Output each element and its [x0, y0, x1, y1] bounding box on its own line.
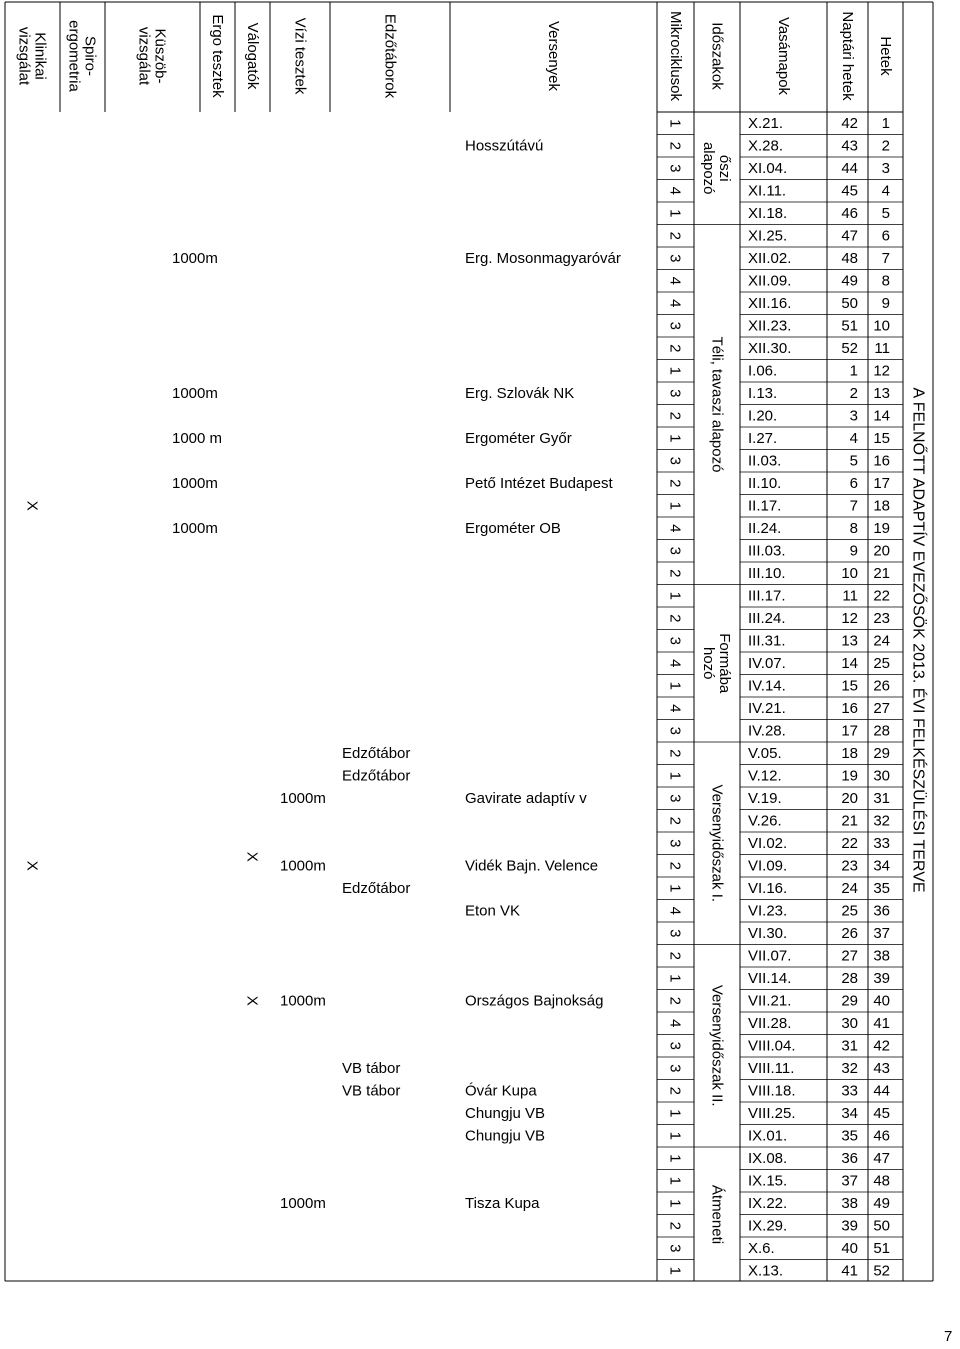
sunday-date: I.06.: [748, 362, 778, 380]
sunday-date: XII.16.: [748, 294, 792, 312]
week-number: 20: [873, 542, 890, 560]
microcycle: 1: [666, 209, 684, 218]
calendar-week: 16: [841, 699, 858, 717]
microcycle: 3: [666, 389, 684, 398]
calendar-week: 5: [849, 452, 858, 470]
calendar-week: 43: [841, 137, 858, 155]
ergo-test: 1000m: [172, 474, 218, 492]
microcycle: 4: [666, 299, 684, 308]
calendar-week: 39: [841, 1217, 858, 1235]
week-number: 3: [881, 159, 890, 177]
microcycle: 2: [666, 1086, 684, 1095]
competition: Tisza Kupa: [465, 1194, 540, 1212]
ergo-test: 1000m: [172, 249, 218, 267]
week-number: 26: [873, 677, 890, 695]
calendar-week: 7: [849, 497, 858, 515]
competition: Hosszútávú: [465, 137, 544, 155]
week-number: 5: [881, 204, 890, 222]
week-number: 35: [873, 879, 890, 897]
calendar-week: 26: [841, 924, 858, 942]
sunday-date: III.31.: [748, 632, 786, 650]
microcycle: 2: [666, 996, 684, 1005]
table-cells: [16, 11, 928, 1279]
week-number: 28: [873, 722, 890, 740]
period-label: Versenyidőszak II.: [708, 984, 726, 1107]
sunday-date: II.03.: [748, 452, 782, 470]
week-number: 32: [873, 812, 890, 830]
microcycle: 2: [666, 749, 684, 758]
row-header: Hetek: [877, 36, 894, 76]
sunday-date: IV.14.: [748, 677, 786, 695]
microcycle: 1: [666, 974, 684, 983]
calendar-week: 32: [841, 1059, 858, 1077]
sunday-date: IV.28.: [748, 722, 786, 740]
microcycle: 2: [666, 951, 684, 960]
microcycle: 1: [666, 591, 684, 600]
week-number: 19: [873, 519, 890, 537]
calendar-week: 37: [841, 1172, 858, 1190]
calendar-week: 49: [841, 272, 858, 290]
sunday-date: III.17.: [748, 587, 786, 605]
week-number: 30: [873, 767, 890, 785]
microcycle: 1: [666, 1199, 684, 1208]
sunday-date: IX.15.: [748, 1172, 788, 1190]
microcycle: 4: [666, 276, 684, 285]
sunday-date: IX.01.: [748, 1127, 788, 1145]
calendar-week: 36: [841, 1149, 858, 1167]
row-header: Naptári hetek: [839, 11, 856, 101]
row-header: Küszöb-vizsgálat: [136, 26, 169, 86]
training-camp: Edzőtábor: [342, 767, 411, 785]
calendar-week: 3: [849, 407, 858, 425]
microcycle: 4: [666, 1019, 684, 1028]
sunday-date: VI.16.: [748, 879, 788, 897]
sunday-date: VIII.25.: [748, 1104, 796, 1122]
sunday-date: X.13.: [748, 1262, 784, 1280]
week-number: 11: [874, 339, 890, 357]
sunday-date: II.17.: [748, 497, 782, 515]
calendar-week: 34: [841, 1104, 858, 1122]
week-number: 27: [873, 699, 890, 717]
calendar-week: 29: [841, 992, 858, 1010]
competition: Országos Bajnokság: [465, 992, 604, 1010]
microcycle: 4: [666, 186, 684, 195]
microcycle: 2: [666, 344, 684, 353]
competition: Chungju VB: [465, 1104, 546, 1122]
calendar-week: 10: [841, 564, 858, 582]
week-number: 1: [881, 114, 890, 132]
microcycle: 1: [666, 1131, 684, 1140]
week-number: 18: [873, 497, 890, 515]
microcycle: 1: [666, 1266, 684, 1275]
calendar-week: 11: [842, 587, 858, 605]
calendar-week: 31: [841, 1037, 858, 1055]
week-number: 10: [873, 317, 890, 335]
calendar-week: 44: [841, 159, 858, 177]
calendar-week: 46: [841, 204, 858, 222]
row-header: Mikrociklusok: [667, 10, 684, 102]
week-number: 7: [881, 249, 890, 267]
week-number: 34: [873, 857, 890, 875]
microcycle: 2: [666, 1221, 684, 1230]
row-header: Klinikaivizsgálat: [16, 26, 49, 86]
calendar-week: 19: [841, 767, 858, 785]
sunday-date: VII.21.: [748, 992, 792, 1010]
microcycle: 3: [666, 546, 684, 555]
microcycle: 1: [666, 501, 684, 510]
week-number: 42: [873, 1037, 890, 1055]
calendar-week: 52: [841, 339, 858, 357]
sunday-date: X.28.: [748, 137, 784, 155]
microcycle: 4: [666, 524, 684, 533]
microcycle: 3: [666, 726, 684, 735]
week-number: 2: [881, 137, 890, 155]
week-number: 47: [873, 1149, 890, 1167]
water-test: 1000m: [280, 857, 326, 875]
microcycle: 4: [666, 906, 684, 915]
competition: Óvár Kupa: [465, 1082, 537, 1100]
competition: Vidék Bajn. Velence: [465, 857, 599, 875]
calendar-week: 20: [841, 789, 858, 807]
microcycle: 3: [666, 456, 684, 465]
microcycle: 1: [666, 771, 684, 780]
calendar-week: 24: [841, 879, 858, 897]
period-label: Versenyidőszak I.: [708, 784, 726, 903]
sunday-date: VII.14.: [748, 969, 792, 987]
microcycle: 4: [666, 659, 684, 668]
week-number: 17: [873, 474, 890, 492]
sunday-date: XII.23.: [748, 317, 792, 335]
week-number: 44: [873, 1082, 890, 1100]
week-number: 38: [873, 947, 890, 965]
sunday-date: VI.09.: [748, 857, 788, 875]
week-number: 4: [881, 182, 890, 200]
competition: Gavirate adaptív v: [465, 789, 587, 807]
microcycle: 3: [666, 839, 684, 848]
microcycle: 2: [666, 479, 684, 488]
microcycle: 3: [666, 1244, 684, 1253]
row-header: Időszakok: [708, 22, 726, 90]
sunday-date: VII.07.: [748, 947, 792, 965]
microcycle: 3: [666, 321, 684, 330]
sunday-date: X.6.: [748, 1239, 775, 1257]
ergo-test: 1000m: [172, 384, 218, 402]
clinical-mark: X: [23, 860, 41, 871]
calendar-week: 17: [841, 722, 858, 740]
calendar-week: 28: [841, 969, 858, 987]
microcycle: 1: [666, 681, 684, 690]
calendar-week: 45: [841, 182, 858, 200]
competition: Erg. Szlovák NK: [465, 384, 575, 402]
competition: Erg. Mosonmagyaróvár: [465, 249, 621, 267]
calendar-week: 40: [841, 1239, 858, 1257]
sunday-date: I.27.: [748, 429, 778, 447]
training-camp: Edzőtábor: [342, 879, 411, 897]
sunday-date: XII.09.: [748, 272, 792, 290]
calendar-week: 15: [841, 677, 858, 695]
calendar-week: 25: [841, 902, 858, 920]
calendar-week: 2: [849, 384, 858, 402]
week-number: 43: [873, 1059, 890, 1077]
microcycle: 1: [666, 434, 684, 443]
sunday-date: I.20.: [748, 407, 778, 425]
sunday-date: IX.22.: [748, 1194, 788, 1212]
row-header: Vasámapok: [775, 16, 792, 96]
calendar-week: 41: [841, 1262, 858, 1280]
sunday-date: I.13.: [748, 384, 778, 402]
clinical-mark: X: [23, 500, 41, 511]
water-test: 1000m: [280, 992, 326, 1010]
selection-mark: X: [243, 995, 261, 1006]
calendar-week: 18: [841, 744, 858, 762]
training-camp: VB tábor: [342, 1059, 401, 1077]
row-header: Spiro-ergometria: [66, 20, 99, 92]
week-number: 46: [873, 1127, 890, 1145]
calendar-week: 14: [841, 654, 858, 672]
calendar-week: 9: [849, 542, 858, 560]
calendar-week: 30: [841, 1014, 858, 1032]
competition: Pető Intézet Budapest: [465, 474, 613, 492]
week-number: 13: [873, 384, 890, 402]
ergo-test: 1000 m: [172, 429, 223, 447]
calendar-week: 33: [841, 1082, 858, 1100]
calendar-week: 22: [841, 834, 858, 852]
week-number: 45: [873, 1104, 890, 1122]
calendar-week: 48: [841, 249, 858, 267]
microcycle: 2: [666, 861, 684, 870]
microcycle: 4: [666, 704, 684, 713]
week-number: 40: [873, 992, 890, 1010]
week-number: 21: [873, 564, 890, 582]
row-header: Versenyek: [545, 20, 562, 92]
calendar-week: 1: [849, 362, 858, 380]
calendar-week: 35: [841, 1127, 858, 1145]
period-label: Téli, tavaszi alapozó: [708, 336, 726, 473]
competition: Ergométer Győr: [465, 429, 572, 447]
calendar-week: 23: [841, 857, 858, 875]
sunday-date: III.10.: [748, 564, 786, 582]
calendar-week: 6: [849, 474, 858, 492]
calendar-week: 27: [841, 947, 858, 965]
competition: Eton VK: [465, 902, 521, 920]
microcycle: 1: [666, 1154, 684, 1163]
row-header: Vízi tesztek: [291, 17, 309, 95]
calendar-week: 12: [841, 609, 858, 627]
period-label: őszialapozó: [700, 141, 734, 195]
microcycle: 3: [666, 164, 684, 173]
sunday-date: IX.29.: [748, 1217, 788, 1235]
week-number: 23: [873, 609, 890, 627]
period-label: Átmeneti: [708, 1184, 726, 1245]
microcycle: 1: [666, 119, 684, 128]
water-test: 1000m: [280, 789, 326, 807]
week-number: 25: [873, 654, 890, 672]
week-number: 24: [873, 632, 890, 650]
sunday-date: XI.18.: [748, 204, 788, 222]
sunday-date: VI.30.: [748, 924, 788, 942]
sunday-date: VIII.11.: [748, 1059, 795, 1077]
week-number: 31: [873, 789, 890, 807]
water-test: 1000m: [280, 1194, 326, 1212]
sunday-date: XII.30.: [748, 339, 792, 357]
week-number: 41: [873, 1014, 890, 1032]
microcycle: 3: [666, 794, 684, 803]
microcycle: 2: [666, 231, 684, 240]
week-number: 49: [873, 1194, 890, 1212]
sunday-date: XI.04.: [748, 159, 788, 177]
sunday-date: VI.23.: [748, 902, 788, 920]
week-number: 51: [873, 1239, 890, 1257]
microcycle: 1: [666, 1176, 684, 1185]
week-number: 33: [873, 834, 890, 852]
calendar-week: 38: [841, 1194, 858, 1212]
sunday-date: XII.02.: [748, 249, 792, 267]
calendar-week: 51: [841, 317, 858, 335]
sunday-date: V.12.: [748, 767, 782, 785]
week-number: 12: [873, 362, 890, 380]
sunday-date: II.24.: [748, 519, 782, 537]
microcycle: 2: [666, 614, 684, 623]
sunday-date: III.03.: [748, 542, 786, 560]
sunday-date: IX.08.: [748, 1149, 788, 1167]
microcycle: 2: [666, 569, 684, 578]
row-header: Edzőtáborok: [381, 13, 399, 99]
sunday-date: VI.02.: [748, 834, 788, 852]
sunday-date: X.21.: [748, 114, 784, 132]
week-number: 22: [873, 587, 890, 605]
calendar-week: 13: [841, 632, 858, 650]
sunday-date: VIII.04.: [748, 1037, 796, 1055]
sunday-date: IV.07.: [748, 654, 786, 672]
microcycle: 2: [666, 816, 684, 825]
week-number: 6: [881, 227, 890, 245]
week-number: 14: [873, 407, 890, 425]
week-number: 48: [873, 1172, 890, 1190]
microcycle: 3: [666, 929, 684, 938]
sunday-date: VIII.18.: [748, 1082, 796, 1100]
period-label: Formábahozó: [700, 633, 734, 694]
week-number: 16: [873, 452, 890, 470]
week-number: 8: [881, 272, 890, 290]
week-number: 37: [873, 924, 890, 942]
sunday-date: III.24.: [748, 609, 786, 627]
sunday-date: V.19.: [748, 789, 782, 807]
plan-title: A FELNŐTT ADAPTÍV EVEZŐSÖK 2013. ÉVI FELKÉSZÜLÉSI TERVE: [909, 387, 927, 893]
calendar-week: 4: [849, 429, 858, 447]
row-header: Válogatók: [244, 22, 261, 90]
microcycle: 3: [666, 254, 684, 263]
week-number: 36: [873, 902, 890, 920]
microcycle: 2: [666, 141, 684, 150]
training-camp: VB tábor: [342, 1082, 401, 1100]
microcycle: 1: [666, 1109, 684, 1118]
microcycle: 1: [666, 366, 684, 375]
microcycle: 3: [666, 1064, 684, 1073]
competition: Ergométer OB: [465, 519, 561, 537]
week-number: 9: [881, 294, 890, 312]
week-number: 29: [873, 744, 890, 762]
calendar-week: 21: [841, 812, 858, 830]
sunday-date: IV.21.: [748, 699, 786, 717]
sunday-date: VII.28.: [748, 1014, 792, 1032]
page-number: 7: [944, 1328, 953, 1345]
microcycle: 3: [666, 636, 684, 645]
sunday-date: V.05.: [748, 744, 782, 762]
sunday-date: XI.11.: [748, 182, 787, 200]
week-number: 39: [873, 969, 890, 987]
calendar-week: 8: [849, 519, 858, 537]
sunday-date: V.26.: [748, 812, 782, 830]
week-number: 52: [873, 1262, 890, 1280]
microcycle: 2: [666, 411, 684, 420]
week-number: 50: [873, 1217, 890, 1235]
training-camp: Edzőtábor: [342, 744, 411, 762]
calendar-week: 42: [841, 114, 858, 132]
row-header: Ergo tesztek: [209, 14, 226, 98]
sunday-date: XI.25.: [748, 227, 788, 245]
week-number: 15: [873, 429, 890, 447]
microcycle: 3: [666, 1041, 684, 1050]
ergo-test: 1000m: [172, 519, 218, 537]
microcycle: 1: [666, 884, 684, 893]
calendar-week: 47: [841, 227, 858, 245]
calendar-week: 50: [841, 294, 858, 312]
selection-mark: X: [243, 851, 261, 862]
competition: Chungju VB: [465, 1127, 546, 1145]
sunday-date: II.10.: [748, 474, 782, 492]
